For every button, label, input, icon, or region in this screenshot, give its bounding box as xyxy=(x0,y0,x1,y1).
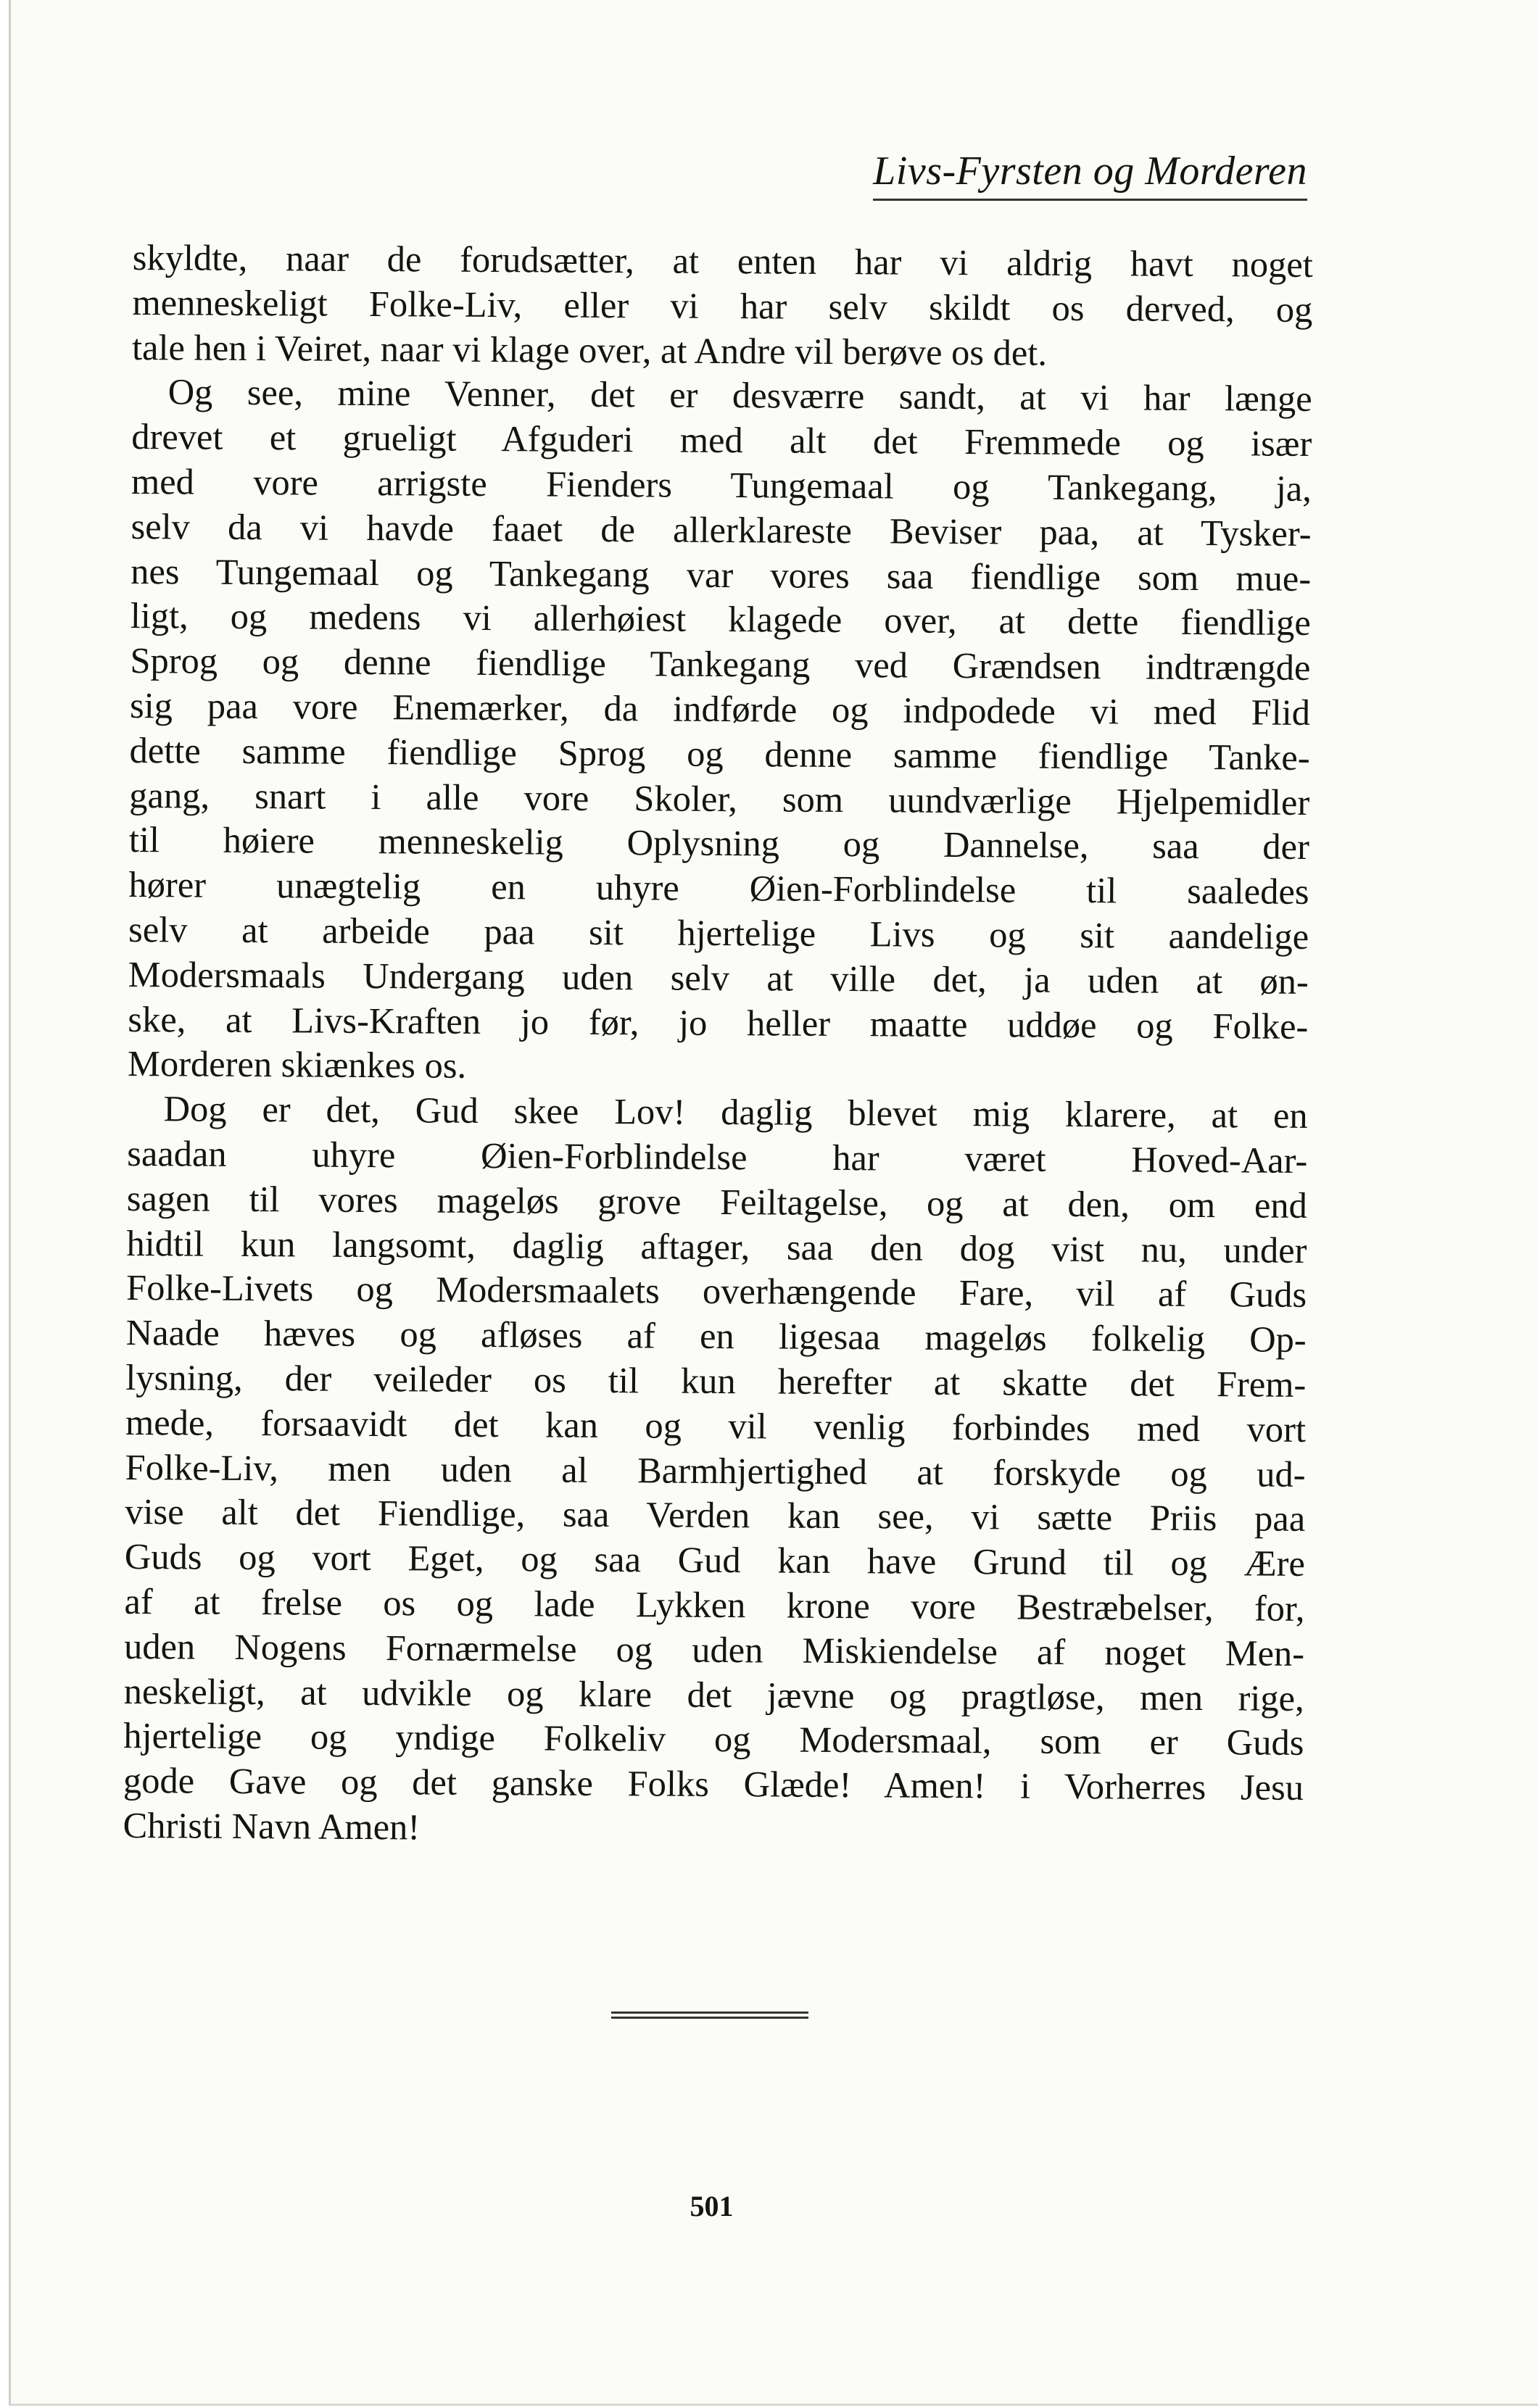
text-line: lysning, der veileder os til kun herefter at skatte det Frem- xyxy=(125,1356,1307,1405)
text-line: Christi Navn Amen! xyxy=(123,1804,421,1848)
text-line: gode Gave og det ganske Folks Glæde! Amen! i Vorherres Jesu xyxy=(123,1760,1304,1808)
text-line: gang, snart i alle vore Skoler, som uundværlige Hjelpemidler xyxy=(129,774,1310,823)
book-page xyxy=(9,0,1538,2406)
text-line: dette samme fiendlige Sprog og denne samme fiendlige Tanke- xyxy=(129,729,1310,778)
text-line: saadan uhyre Øien-Forblindelse har været Hoved-Aar- xyxy=(127,1132,1308,1181)
text-line: Folke-Livets og Modersmaalets overhængende Fare, vil af Guds xyxy=(125,1267,1307,1316)
text-line: sagen til vores mageløs grove Feiltagelse, og at den, om end xyxy=(126,1177,1308,1226)
text-line: nes Tungemaal og Tankegang var vores saa fiendlige som mue- xyxy=(131,550,1312,599)
text-line: menneskeligt Folke-Liv, eller vi har selv skildt os derved, og xyxy=(132,281,1313,330)
text-line: Morderen skiænkes os. xyxy=(127,1043,467,1087)
text-line: til høiere menneskelig Oplysning og Dannelse, saa der xyxy=(128,819,1310,868)
text-line: skyldte, naar de forudsætter, at enten har vi aldrig havt noget xyxy=(132,236,1313,285)
text-line: ske, at Livs-Kraften jo før, jo heller maatte uddøe og Folke- xyxy=(128,998,1309,1047)
text-line: Guds og vort Eget, og saa Gud kan have Grund til og Ære xyxy=(124,1536,1306,1585)
text-line: sig paa vore Enemærker, da indførde og indpodede vi med Flid xyxy=(129,684,1311,733)
text-line: ligt, og medens vi allerhøiest klagede over, at dette fiendlige xyxy=(130,595,1311,644)
text-line: hjertelige og yndige Folkeliv og Modersmaal, som er Guds xyxy=(123,1715,1304,1764)
text-line: Modersmaals Undergang uden selv at ville det, ja uden at øn- xyxy=(128,953,1309,1002)
page-number: 501 xyxy=(690,2190,734,2222)
text-line: selv at arbeide paa sit hjertelige Livs og sit aandelige xyxy=(128,908,1309,957)
text-line: mede, forsaavidt det kan og vil venlig forbindes med vort xyxy=(125,1401,1307,1450)
text-line: med vore arrigste Fienders Tungemaal og Tankegang, ja, xyxy=(131,460,1312,509)
text-line: Folke-Liv, men uden al Barmhjertighed at forskyde og ud- xyxy=(125,1446,1306,1495)
text-line: hidtil kun langsomt, daglig aftager, saa den dog vist nu, under xyxy=(126,1222,1307,1271)
running-title: Livs-Fyrsten og Morderen xyxy=(873,151,1307,201)
text-line: Og see, mine Venner, det er desværre sandt, at vi har længe xyxy=(167,371,1312,420)
body-text xyxy=(123,236,1313,1856)
text-line: drevet et grueligt Afguderi med alt det Fremmede og især xyxy=(131,416,1312,465)
section-divider xyxy=(611,2011,808,2019)
text-line: Sprog og denne fiendlige Tankegang ved Grændsen indtrængde xyxy=(130,640,1311,689)
text-line: uden Nogens Fornærmelse og uden Miskiendelse af noget Men- xyxy=(123,1625,1305,1674)
text-line: selv da vi havde faaet de allerklareste Beviser paa, at Tysker- xyxy=(131,505,1312,554)
text-line: hører unægtelig en uhyre Øien-Forblindelse til saaledes xyxy=(128,864,1309,913)
text-line: Naade hæves og afløses af en ligesaa mageløs folkelig Op- xyxy=(125,1312,1307,1361)
text-line: af at frelse os og lade Lykken krone vore Bestræbelser, for, xyxy=(124,1580,1305,1629)
text-line: Dog er det, Gud skee Lov! daglig blevet mig klarere, at en xyxy=(163,1088,1308,1137)
text-line: vise alt det Fiendlige, saa Verden kan see, vi sætte Priis paa xyxy=(125,1491,1306,1540)
text-line: neskeligt, at udvikle og klare det jævne og pragtløse, men rige, xyxy=(123,1670,1304,1719)
text-line: tale hen i Veiret, naar vi klage over, at Andre vil berøve os det. xyxy=(131,326,1048,373)
